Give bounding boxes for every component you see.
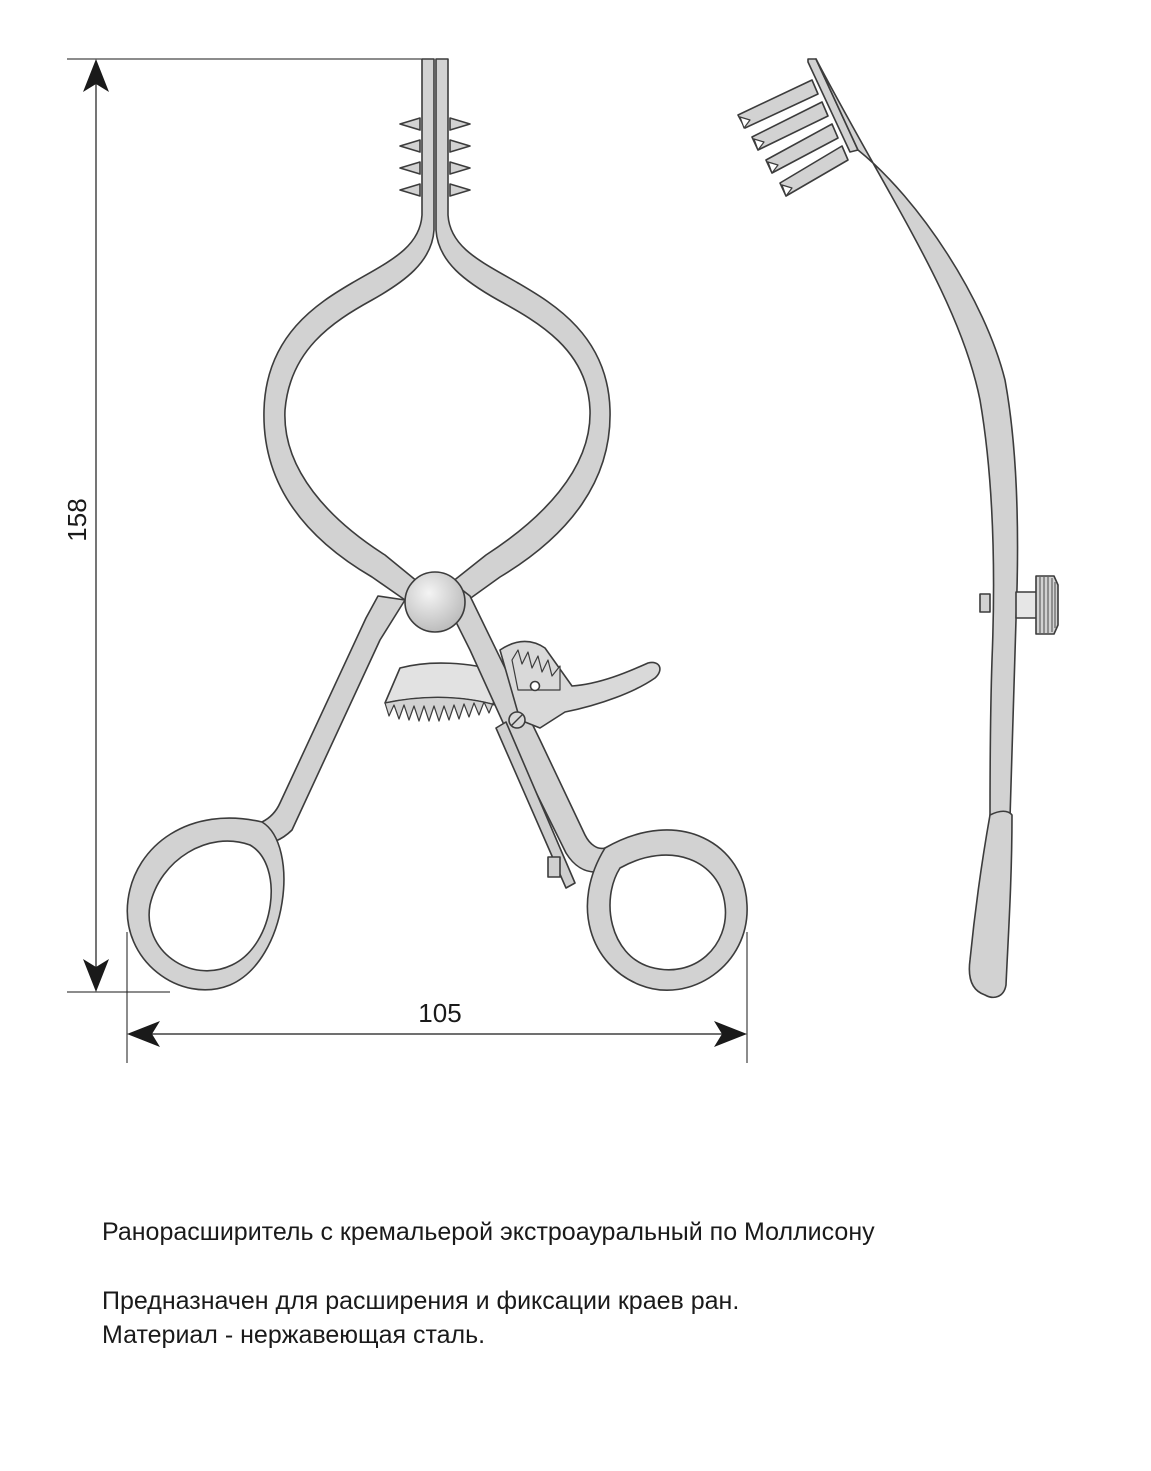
instrument-title: Ранорасширитель с кремальерой экстроауральный по Моллисону bbox=[102, 1218, 875, 1246]
left-handle-shank bbox=[250, 596, 405, 845]
width-value-label: 105 bbox=[418, 998, 462, 1028]
instrument-purpose: Предназначен для расширения и фиксации краев ран. bbox=[102, 1287, 740, 1315]
spring-plate-clip bbox=[548, 857, 560, 877]
side-curved-shank bbox=[816, 59, 1018, 820]
right-jaw-arm bbox=[436, 59, 610, 600]
side-handle bbox=[969, 811, 1012, 997]
height-dimension bbox=[62, 59, 428, 992]
pawl-pin bbox=[531, 682, 540, 691]
right-finger-ring bbox=[587, 830, 747, 990]
left-jaw-arm bbox=[264, 59, 434, 600]
instrument-material: Материал - нержавеющая сталь. bbox=[102, 1321, 486, 1349]
side-pawl-nub bbox=[980, 594, 990, 612]
width-dimension bbox=[127, 932, 747, 1063]
retractor-side-view bbox=[738, 59, 1058, 997]
height-value-label: 158 bbox=[62, 498, 92, 542]
pivot-screw bbox=[405, 572, 465, 632]
left-finger-ring bbox=[127, 818, 284, 990]
retractor-front-view bbox=[127, 59, 747, 990]
right-handle-shank bbox=[445, 582, 605, 872]
retractor-teeth bbox=[400, 118, 470, 196]
side-thumbscrew-stem bbox=[1016, 592, 1038, 618]
